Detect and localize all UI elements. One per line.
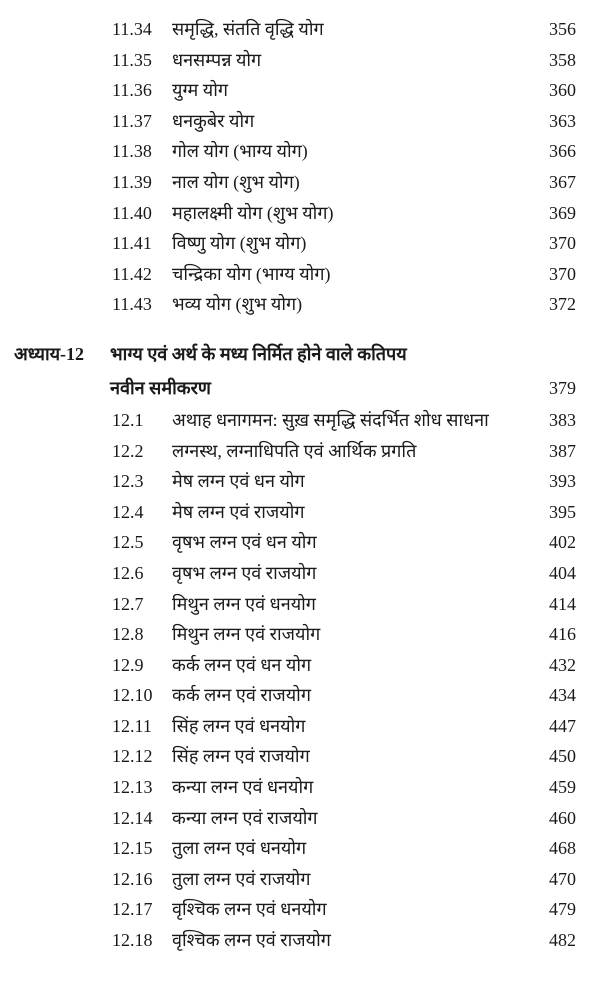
page-number: 434	[549, 685, 576, 706]
section-number: 11.37	[112, 110, 152, 131]
chapter-12-heading	[0, 337, 600, 405]
section-title: मेष लग्न एवं धन योग	[172, 471, 305, 492]
section-title: मिथुन लग्न एवं राजयोग	[172, 624, 321, 645]
section-title: वृश्चिक लग्न एवं धनयोग	[172, 899, 327, 920]
toc-entry	[0, 436, 600, 467]
section-number: 12.4	[112, 501, 144, 522]
section-title: कर्क लग्न एवं राजयोग	[172, 685, 311, 706]
section-number: 12.13	[112, 777, 153, 798]
toc-entry	[0, 558, 600, 589]
toc-entry	[0, 497, 600, 528]
toc-entry	[0, 45, 600, 76]
page-number: 447	[549, 715, 576, 736]
chapter-label: अध्याय-12	[14, 343, 85, 364]
section-number: 11.41	[112, 233, 152, 254]
page-number: 367	[549, 171, 576, 192]
section-number: 12.9	[112, 654, 144, 675]
toc-entry	[0, 466, 600, 497]
page-number: 482	[549, 930, 576, 951]
section-number: 12.12	[112, 746, 153, 767]
section-title: विष्णु योग (शुभ योग)	[172, 233, 307, 254]
page-number: 404	[549, 562, 576, 583]
section-title: धनकुबेर योग	[172, 110, 255, 131]
page-number: 450	[549, 746, 576, 767]
section-number: 12.14	[112, 807, 153, 828]
section-number: 11.40	[112, 202, 152, 223]
section-number: 11.35	[112, 49, 152, 70]
table-of-contents	[0, 14, 600, 956]
section-title: कन्या लग्न एवं राजयोग	[172, 807, 318, 828]
page-number: 387	[549, 440, 576, 461]
section-title: तुला लग्न एवं धनयोग	[172, 838, 307, 859]
section-title: वृषभ लग्न एवं राजयोग	[172, 562, 317, 583]
page-number: 358	[549, 49, 576, 70]
section-number: 12.18	[112, 930, 153, 951]
toc-entry	[0, 289, 600, 320]
section-title: महालक्ष्मी योग (शुभ योग)	[172, 202, 334, 223]
section-number: 11.36	[112, 80, 152, 101]
section-title: चन्द्रिका योग (भाग्य योग)	[172, 263, 331, 284]
section-title: लग्नस्थ, लग्नाधिपति एवं आर्थिक प्रगति	[172, 440, 417, 461]
toc-entry	[0, 803, 600, 834]
section-number: 12.5	[112, 532, 144, 553]
page-number: 356	[549, 19, 576, 39]
page-number: 395	[549, 501, 576, 522]
section-title: कर्क लग्न एवं धन योग	[172, 654, 312, 675]
section-title: युग्म योग	[172, 80, 228, 101]
chapter-title-line1: भाग्य एवं अर्थ के मध्य निर्मित होने वाले कतिपय	[110, 343, 407, 364]
section-number: 12.16	[112, 868, 153, 889]
section-title: वृषभ लग्न एवं धन योग	[172, 532, 317, 553]
toc-entry	[0, 772, 600, 803]
section-number: 11.39	[112, 171, 152, 192]
page-number: 360	[549, 80, 576, 101]
toc-entry	[0, 894, 600, 925]
section-title: कन्या लग्न एवं धनयोग	[172, 777, 314, 798]
toc-entry	[0, 650, 600, 681]
toc-entry	[0, 75, 600, 106]
chapter-page-number: 379	[549, 377, 576, 398]
toc-entry	[0, 741, 600, 772]
toc-entry	[0, 864, 600, 895]
toc-entry	[0, 925, 600, 956]
page-number: 479	[549, 899, 576, 920]
toc-entry	[0, 589, 600, 620]
page-number: 414	[549, 593, 576, 614]
page-number: 432	[549, 654, 576, 675]
page-number: 372	[549, 294, 576, 315]
page-number: 370	[549, 263, 576, 284]
section-number: 12.3	[112, 471, 144, 492]
chapter-12-sections	[0, 405, 600, 956]
page-number: 366	[549, 141, 576, 162]
section-title: अथाह धनागमन: सुख़ समृद्धि संदर्भित शोध साधना	[172, 409, 489, 430]
section-number: 11.38	[112, 141, 152, 162]
section-number: 12.15	[112, 838, 153, 859]
toc-entry	[0, 228, 600, 259]
page-number: 369	[549, 202, 576, 223]
section-title: सिंह लग्न एवं राजयोग	[172, 746, 310, 767]
toc-entry	[0, 405, 600, 436]
page-number: 393	[549, 471, 576, 492]
chapter-title-line2: नवीन समीकरण	[110, 377, 211, 398]
section-title: धनसम्पन्न योग	[172, 49, 262, 70]
section-number: 12.2	[112, 440, 144, 461]
page-number: 460	[549, 807, 576, 828]
section-title: वृश्चिक लग्न एवं राजयोग	[172, 930, 331, 951]
page-number: 402	[549, 532, 576, 553]
chapter-11-sections	[0, 14, 600, 320]
section-number: 12.6	[112, 562, 144, 583]
toc-entry	[0, 619, 600, 650]
toc-entry	[0, 259, 600, 290]
section-title: समृद्धि, संतति वृद्धि योग	[172, 19, 324, 39]
page-number: 459	[549, 777, 576, 798]
section-number: 12.8	[112, 624, 144, 645]
page-number: 370	[549, 233, 576, 254]
page-number: 383	[549, 409, 576, 430]
section-title: मेष लग्न एवं राजयोग	[172, 501, 305, 522]
toc-entry	[0, 833, 600, 864]
section-number: 12.7	[112, 593, 144, 614]
page-number: 416	[549, 624, 576, 645]
toc-entry	[0, 106, 600, 137]
section-number: 12.10	[112, 685, 153, 706]
section-number: 12.11	[112, 715, 152, 736]
page-number: 468	[549, 838, 576, 859]
toc-entry	[0, 198, 600, 229]
section-number: 11.43	[112, 294, 152, 315]
section-number: 12.17	[112, 899, 153, 920]
toc-entry	[0, 136, 600, 167]
toc-entry	[0, 711, 600, 742]
page-number: 470	[549, 868, 576, 889]
page-number: 363	[549, 110, 576, 131]
section-number: 11.42	[112, 263, 152, 284]
toc-entry	[0, 680, 600, 711]
toc-entry	[0, 527, 600, 558]
section-title: मिथुन लग्न एवं धनयोग	[172, 593, 316, 614]
toc-entry	[0, 167, 600, 198]
section-number: 12.1	[112, 409, 144, 430]
section-title: तुला लग्न एवं राजयोग	[172, 868, 311, 889]
section-number: 11.34	[112, 19, 152, 39]
section-title: सिंह लग्न एवं धनयोग	[172, 715, 306, 736]
section-title: गोल योग (भाग्य योग)	[172, 141, 308, 162]
section-title: नाल योग (शुभ योग)	[172, 171, 300, 192]
toc-entry	[0, 14, 600, 45]
section-title: भव्य योग (शुभ योग)	[172, 294, 303, 315]
